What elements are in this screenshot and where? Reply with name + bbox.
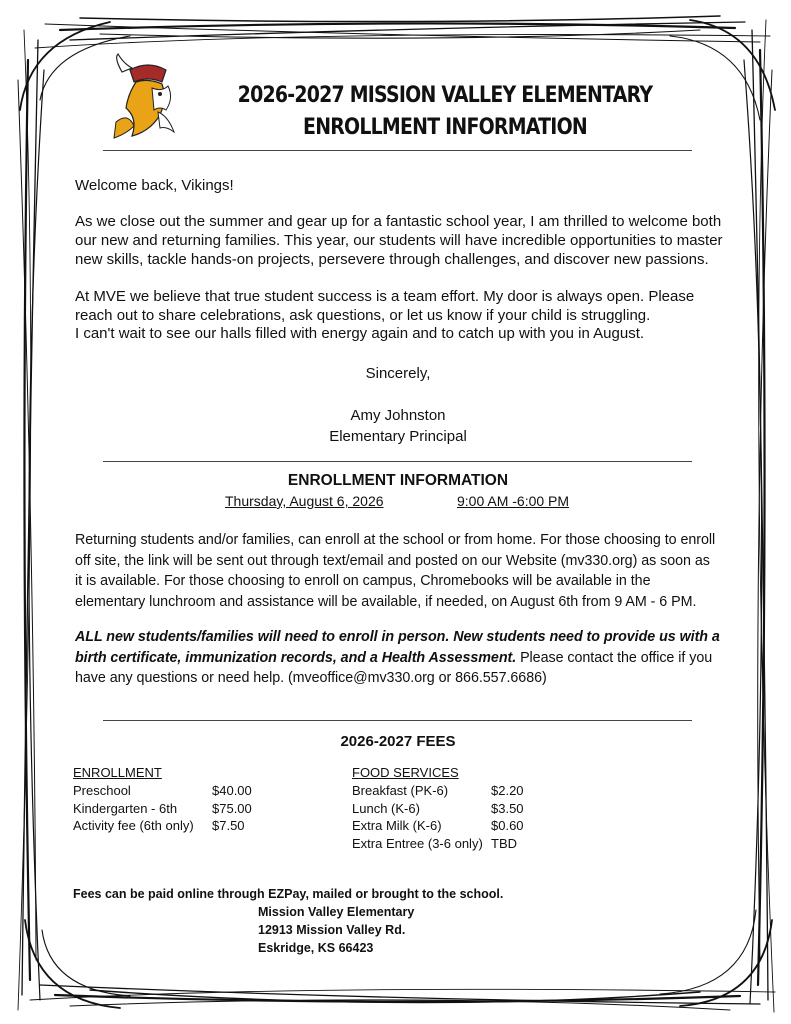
fees-heading: 2026-2027 FEES (340, 733, 456, 750)
fee-price: $75.00 (212, 800, 252, 816)
enrollment-time: 9:00 AM -6:00 PM (457, 493, 570, 509)
letter-greeting: Welcome back, Vikings! (75, 177, 234, 194)
fee-price: TBD (491, 836, 517, 852)
fee-price: $3.50 (491, 800, 524, 816)
fee-price: $2.20 (491, 782, 524, 798)
fee-row (352, 782, 524, 800)
divider (103, 150, 692, 151)
fee-row (73, 800, 252, 818)
enrollment-fees-list (73, 764, 252, 835)
letter-paragraph-2: At MVE we believe that true student success is a team effort. My door is always open. Please reach out to share celebrations, ask questions, or let us know if your child is struggling. (75, 288, 695, 324)
signer-title: Elementary Principal (329, 428, 467, 445)
fee-label: Preschool (73, 782, 131, 798)
enrollment-heading: ENROLLMENT INFORMATION (287, 472, 509, 489)
fee-label: Breakfast (PK-6) (352, 782, 449, 798)
letter-closing: Sincerely, (365, 365, 431, 382)
fee-row (352, 835, 524, 853)
letter-paragraph-2-closing-line: I can't wait to see our halls filled with energy again and to catch up with you in August. (75, 325, 645, 342)
fee-label: Activity fee (6th only) (73, 818, 194, 834)
fee-label: Extra Entree (3-6 only) (352, 836, 483, 852)
enrollment-fees-header: ENROLLMENT (73, 765, 162, 780)
enrollment-paragraph-1: Returning students and/or families, can enroll at the school or from home. For those choosing to enroll off site, the link will be sent out through text/email and posted on our Website (mv330.org) as soon as it is available. For those choosing to enroll on campus, Chromebooks will be available in the elementary lunchroom and assistance will be available, if needed, on August 6th from 9 AM - 6 PM. (75, 532, 716, 610)
address-street: 12913 Mission Valley Rd. (258, 923, 406, 937)
fee-row (73, 782, 252, 800)
page-title-line2: ENROLLMENT INFORMATION (303, 115, 587, 140)
food-services-header: FOOD SERVICES (352, 765, 459, 780)
contact-info: Please contact the office if you have any questions or need help. (mveoffice@mv330.org or 866.557.6686) (75, 649, 713, 686)
divider (103, 461, 692, 462)
fee-row (352, 817, 524, 835)
page-title-line1: 2026-2027 MISSION VALLEY ELEMENTARY (237, 83, 653, 108)
fee-label: Extra Milk (K-6) (352, 818, 442, 834)
fee-row (73, 817, 252, 835)
fee-price: $40.00 (212, 782, 252, 798)
address-name: Mission Valley Elementary (258, 905, 415, 919)
fee-label: Kindergarten - 6th (73, 800, 178, 816)
signer-name: Amy Johnston (350, 407, 446, 424)
fee-label: Lunch (K-6) (352, 800, 420, 816)
school-address (258, 903, 414, 957)
fee-row (352, 800, 524, 818)
fee-price: $0.60 (491, 818, 524, 834)
enrollment-date: Thursday, August 6, 2026 (225, 493, 384, 509)
fee-price: $7.50 (212, 818, 245, 834)
letter-paragraph-1: As we close out the summer and gear up for a fantastic school year, I am thrilled to welcome both our new and returning families. This year, our students will have incredible opportunities to master new skills, tackle hands-on projects, persevere through challenges, and discover new passions. (75, 213, 723, 268)
new-students-requirement: ALL new students/families will need to enroll in person. New students need to provide us with a birth certificate, immunization records, and a Health Assessment. (75, 629, 720, 666)
payment-note: Fees can be paid online through EZPay, mailed or brought to the school. (73, 887, 504, 901)
viking-mascot-icon (108, 52, 190, 144)
address-city: Eskridge, KS 66423 (258, 941, 374, 955)
enrollment-paragraph-2 (75, 627, 720, 689)
food-services-fees-list (352, 764, 524, 853)
divider (103, 720, 692, 721)
